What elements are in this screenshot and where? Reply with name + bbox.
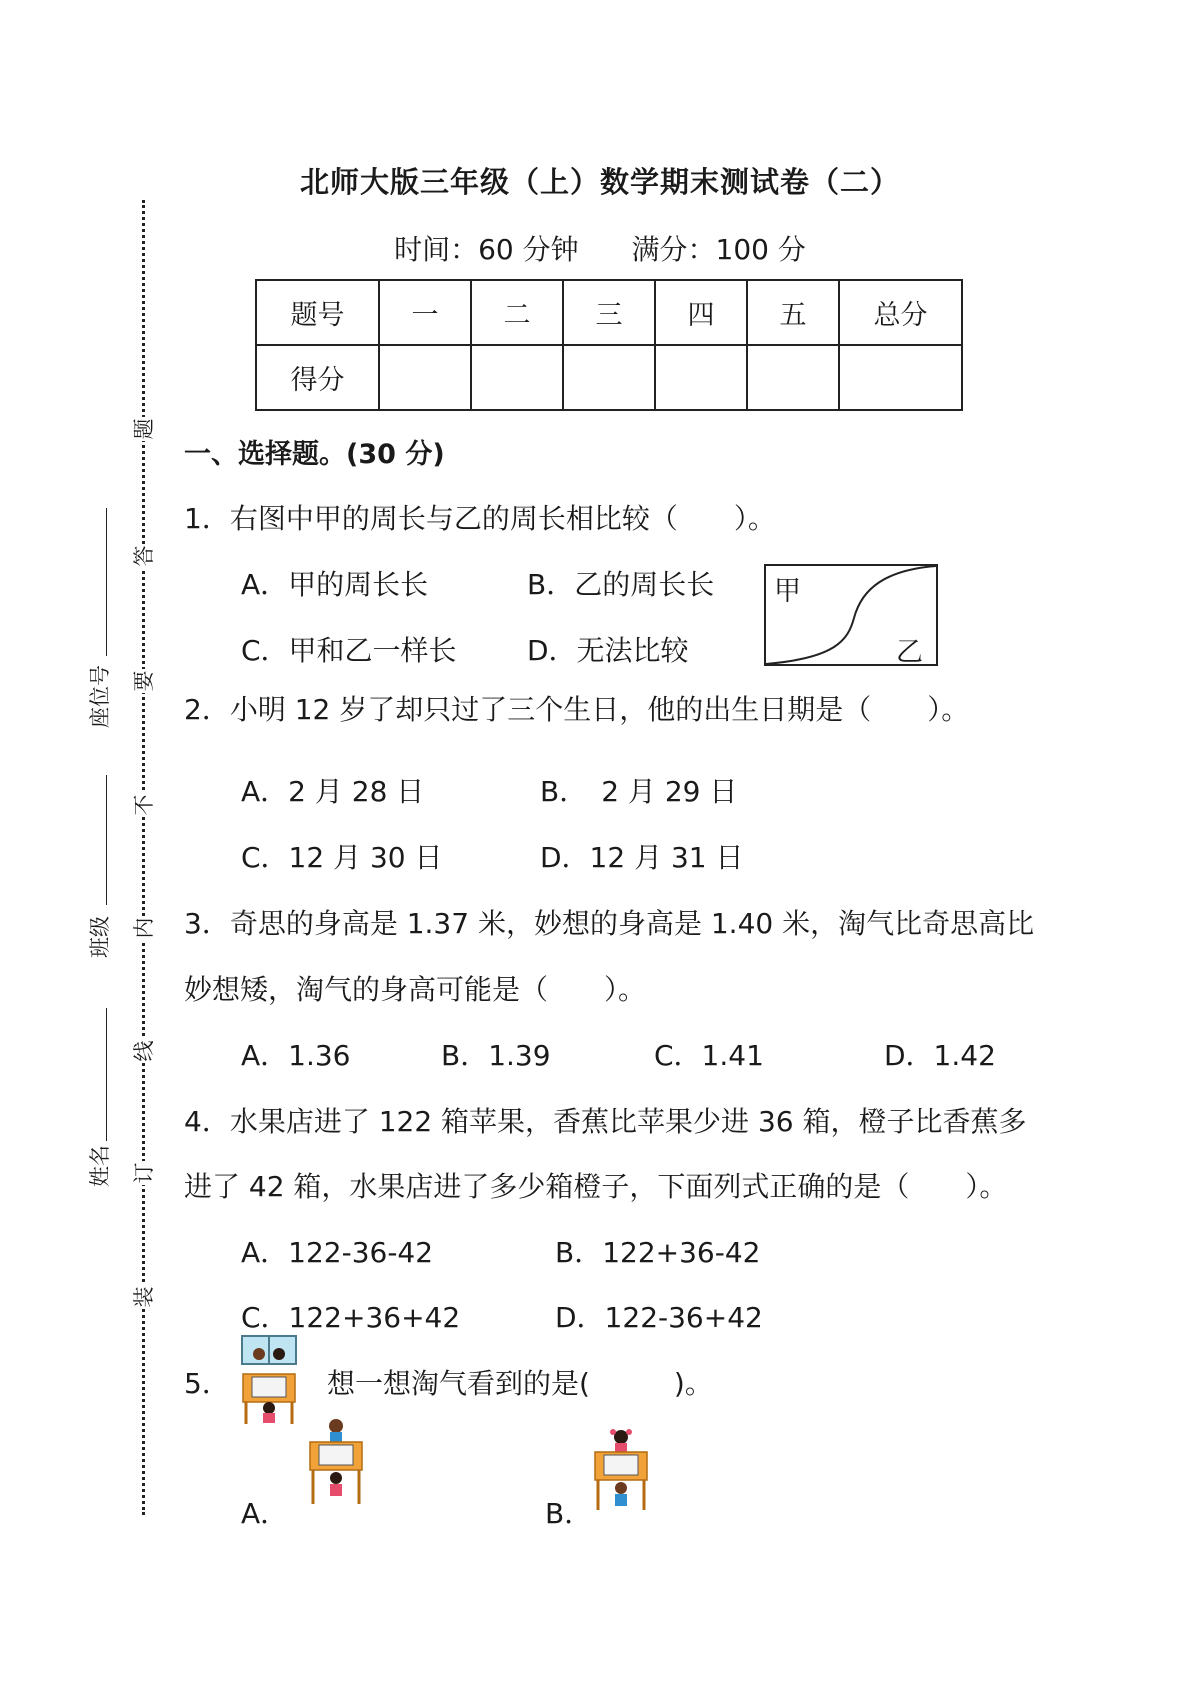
- question-3-stem-line2: 妙想矮，淘气的身高可能是（ ）。: [184, 973, 647, 1006]
- name-field[interactable]: [106, 1008, 107, 1141]
- seat-number-field[interactable]: [106, 508, 107, 656]
- question-2-stem: 2．小明 12 岁了却只过了三个生日，他的出生日期是（ ）。: [184, 693, 970, 726]
- q4-option-d[interactable]: D．122-36+42: [555, 1301, 763, 1334]
- q3-option-b[interactable]: B．1.39: [441, 1039, 551, 1072]
- seat-number-label: 座位号: [88, 665, 112, 728]
- score-cell: 题号: [256, 280, 379, 345]
- score-input-cell[interactable]: [747, 345, 839, 410]
- margin-char: 答: [128, 544, 158, 568]
- score-cell: 四: [655, 280, 747, 345]
- q5-option-a-picture[interactable]: [305, 1416, 367, 1508]
- question-4-stem-line2: 进了 42 箱，水果店进了多少箱橙子，下面列式正确的是（ ）。: [184, 1170, 1008, 1203]
- q1-option-b[interactable]: B．乙的周长长: [527, 568, 715, 601]
- figure-label-yi: 乙: [896, 637, 923, 668]
- binding-dotted-line: [142, 200, 145, 1515]
- margin-char: 线: [128, 1039, 158, 1063]
- score-input-cell[interactable]: [471, 345, 563, 410]
- score-cell: 得分: [256, 345, 379, 410]
- class-field[interactable]: [106, 775, 107, 905]
- section-heading: 一、选择题。(30 分): [184, 439, 445, 470]
- score-cell: 二: [471, 280, 563, 345]
- q4-option-a[interactable]: A．122-36-42: [241, 1236, 434, 1269]
- q5-option-b[interactable]: B．: [545, 1497, 593, 1530]
- q4-option-c[interactable]: C．122+36+42: [241, 1301, 461, 1334]
- classroom-scene-icon: [238, 1334, 300, 1426]
- q5-option-b-picture[interactable]: [590, 1428, 652, 1512]
- q5-option-a[interactable]: A．: [241, 1497, 289, 1530]
- q3-option-c[interactable]: C．1.41: [654, 1039, 764, 1072]
- score-table-score-row: [256, 345, 962, 410]
- q1-option-a[interactable]: A．甲的周长长: [241, 568, 429, 601]
- exam-time: 时间：60 分钟: [394, 233, 579, 266]
- exam-info: [0, 228, 1200, 268]
- q2-option-a[interactable]: A．2 月 28 日: [241, 775, 425, 808]
- margin-char: 订: [128, 1161, 158, 1185]
- question-5-stem: 想一想淘气看到的是( )。: [327, 1367, 713, 1400]
- question-4-stem-line1: 4．水果店进了 122 箱苹果，香蕉比苹果少进 36 箱，橙子比香蕉多: [184, 1105, 1027, 1138]
- q1-figure: [764, 564, 938, 666]
- q3-option-a[interactable]: A．1.36: [241, 1039, 351, 1072]
- question-3-stem-line1: 3．奇思的身高是 1.37 米，妙想的身高是 1.40 米，淘气比奇思高比: [184, 907, 1035, 940]
- page-title: 北师大版三年级（上）数学期末测试卷（二）: [299, 165, 900, 199]
- q2-option-d[interactable]: D．12 月 31 日: [540, 841, 744, 874]
- q4-option-b[interactable]: B．122+36-42: [555, 1236, 761, 1269]
- q3-option-d[interactable]: D．1.42: [884, 1039, 996, 1072]
- exam-full-score: 满分：100 分: [631, 233, 806, 266]
- class-label: 班级: [88, 916, 112, 958]
- score-table: [255, 279, 963, 411]
- score-input-cell[interactable]: [563, 345, 655, 410]
- margin-char: 装: [128, 1285, 158, 1309]
- score-input-cell[interactable]: [655, 345, 747, 410]
- q5-scene-picture: [238, 1334, 300, 1426]
- option-a-scene-icon: [305, 1416, 367, 1508]
- margin-char: 要: [128, 669, 158, 693]
- margin-char: 题: [128, 417, 158, 441]
- figure-label-jia: 甲: [774, 576, 801, 607]
- option-b-scene-icon: [590, 1428, 652, 1512]
- question-5-number: 5．: [184, 1367, 230, 1400]
- score-cell: 五: [747, 280, 839, 345]
- question-1-stem: 1．右图中甲的周长与乙的周长相比较（ ）。: [184, 502, 776, 535]
- margin-char: 内: [128, 916, 158, 940]
- score-cell: 三: [563, 280, 655, 345]
- q2-option-b[interactable]: B． 2 月 29 日: [540, 775, 738, 808]
- q2-option-c[interactable]: C．12 月 30 日: [241, 841, 443, 874]
- score-cell: 一: [379, 280, 471, 345]
- q1-option-c[interactable]: C．甲和乙一样长: [241, 634, 457, 667]
- name-label: 姓名: [88, 1145, 112, 1187]
- q1-option-d[interactable]: D．无法比较: [527, 634, 689, 667]
- score-input-cell[interactable]: [379, 345, 471, 410]
- score-cell: 总分: [839, 280, 962, 345]
- score-input-cell[interactable]: [839, 345, 962, 410]
- score-table-header-row: [256, 280, 962, 345]
- margin-char: 不: [128, 793, 158, 817]
